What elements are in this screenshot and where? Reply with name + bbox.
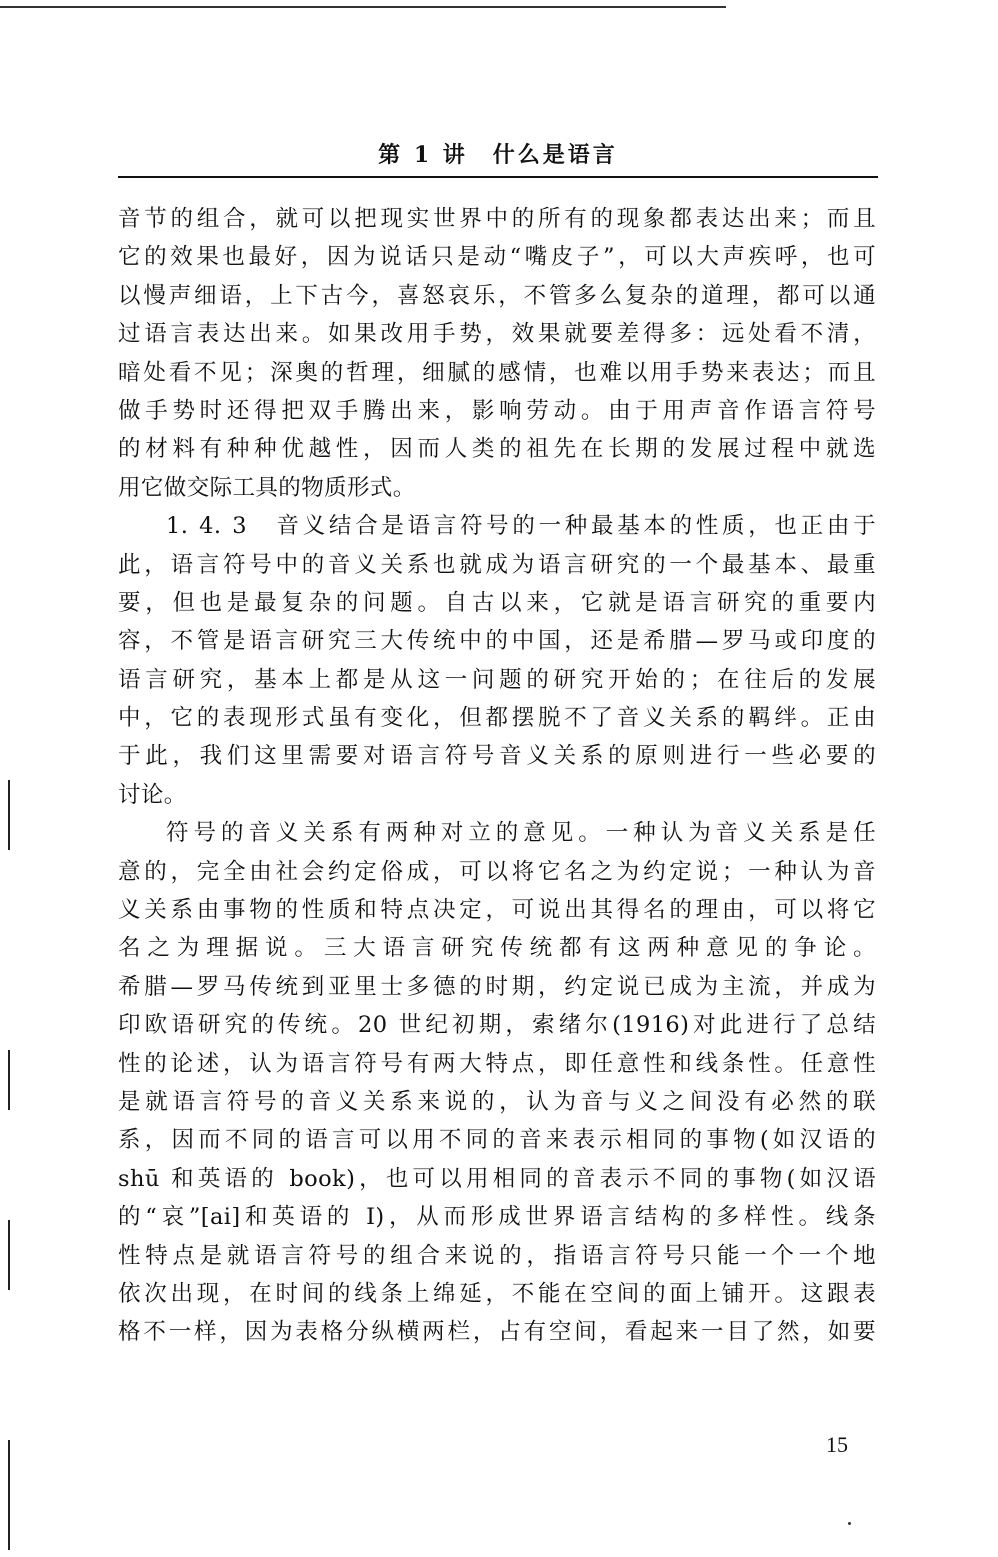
text-line: 印欧语研究的传统。20 世纪初期，索绪尔(1916)对此进行了总结: [118, 1012, 876, 1039]
text-line: 以慢声细语，上下古今，喜怒哀乐，不管多么复杂的道理，都可以通: [118, 282, 876, 309]
text-line: 要，但也是最复杂的问题。自古以来，它就是语言研究的重要内: [118, 589, 876, 616]
scan-margin-mark: [8, 1050, 10, 1110]
scan-edge-line: [0, 6, 726, 8]
text-line: 系，因而不同的语言可以用不同的音来表示相同的事物(如汉语的: [118, 1127, 876, 1154]
text-line: 依次出现，在时间的线条上绵延，不能在空间的面上铺开。这跟表: [118, 1280, 876, 1307]
text-line: 用它做交际工具的物质形式。: [118, 474, 416, 501]
text-line: 过语言表达出来。如果改用手势，效果就要差得多：远处看不清，: [118, 321, 876, 348]
text-line: 中，它的表现形式虽有变化，但都摆脱不了音义关系的羁绊。正由: [118, 705, 876, 732]
page-number: 15: [826, 1432, 848, 1457]
text-line: 暗处看不见；深奥的哲理，细腻的感情，也难以用手势来表达；而且: [118, 359, 876, 386]
text-line: 于此，我们这里需要对语言符号音义关系的原则进行一些必要的: [118, 743, 876, 770]
text-line: 名之为理据说。三大语言研究传统都有这两种意见的争论。: [118, 935, 876, 962]
text-line: 的材料有种种优越性，因而人类的祖先在长期的发展过程中就选: [118, 436, 876, 463]
text-line: 语言研究，基本上都是从这一问题的研究开始的；在往后的发展: [118, 666, 876, 693]
text-line: 它的效果也最好，因为说话只是动“嘴皮子”，可以大声疾呼，也可: [118, 244, 876, 271]
text-line: 1. 4. 3 音义结合是语言符号的一种最基本的性质，也正由于: [166, 513, 876, 540]
text-line: 性特点是就语言符号的组合来说的，指语言符号只能一个一个地: [118, 1242, 876, 1269]
text-line: shū 和英语的 book)，也可以用相同的音表示不同的事物(如汉语: [118, 1165, 876, 1192]
scan-speck: [848, 1522, 851, 1525]
text-line: 意的，完全由社会约定俗成，可以将它名之为约定说；一种认为音: [118, 858, 876, 885]
text-line: 是就语言符号的音义关系来说的，认为音与义之间没有必然的联: [118, 1088, 876, 1115]
text-line: 做手势时还得把双手腾出来，影响劳动。由于用声音作语言符号: [118, 397, 876, 424]
text-line: 容，不管是语言研究三大传统中的中国，还是希腊—罗马或印度的: [118, 628, 876, 655]
text-line: 音节的组合，就可以把现实世界中的所有的现象都表达出来；而且: [118, 206, 876, 232]
body-text: [118, 200, 876, 1352]
text-line: 此，语言符号中的音义关系也就成为语言研究的一个最基本、最重: [118, 551, 876, 578]
text-line: 讨论。: [118, 781, 187, 808]
text-line: 性的论述，认为语言符号有两大特点，即任意性和线条性。任意性: [118, 1050, 876, 1077]
text-line: 希腊—罗马传统到亚里士多德的时期，约定说已成为主流，并成为: [118, 973, 876, 1000]
running-header: 第 1 讲 什么是语言: [378, 142, 618, 168]
scan-margin-mark: [8, 1220, 10, 1290]
scan-margin-mark: [8, 1440, 10, 1550]
text-line: 义关系由事物的性质和特点决定，可说出其得名的理由，可以将它: [118, 897, 876, 924]
text-line: 格不一样，因为表格分纵横两栏，占有空间，看起来一目了然，如要: [118, 1319, 876, 1346]
text-line: 符号的音义关系有两种对立的意见。一种认为音义关系是任: [166, 820, 876, 847]
header-rule: [118, 176, 878, 178]
scan-margin-mark: [8, 780, 10, 850]
text-line: 的“哀”[ai]和英语的 I)，从而形成世界语言结构的多样性。线条: [118, 1204, 876, 1231]
